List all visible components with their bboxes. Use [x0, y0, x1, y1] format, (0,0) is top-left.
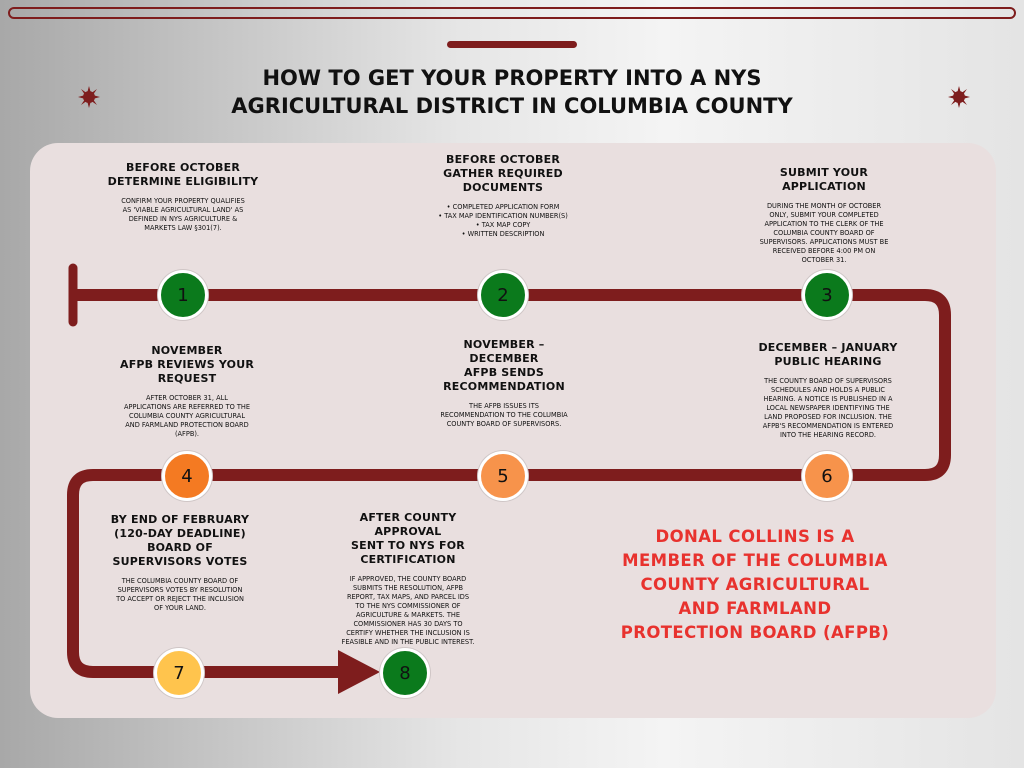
step-1	[88, 161, 278, 233]
step-6	[730, 341, 926, 440]
step-1-body: CONFIRM YOUR PROPERTY QUALIFIES AS 'VIABLE AGRICULTURAL LAND' AS DEFINED IN NYS AGRICULTURE & MARKETS LAW §301(7).	[121, 197, 245, 232]
step-6-heading: DECEMBER – JANUARY PUBLIC HEARING	[758, 341, 898, 368]
step-4	[92, 344, 282, 439]
step-8-badge: 8	[380, 648, 430, 698]
step-2-heading: BEFORE OCTOBER GATHER REQUIRED DOCUMENTS	[443, 153, 563, 194]
step-4-body: AFTER OCTOBER 31, ALL APPLICATIONS ARE REFERRED TO THE COLUMBIA COUNTY AGRICULTURAL AND FARMLAND PROTECTION BOARD (AFPB).	[123, 394, 251, 438]
step-7-heading: BY END OF FEBRUARY (120-DAY DEADLINE) BOARD OF SUPERVISORS VOTES	[110, 513, 250, 568]
step-3	[730, 166, 918, 265]
step-3-heading: SUBMIT YOUR APPLICATION	[779, 166, 869, 193]
step-8-heading: AFTER COUNTY APPROVAL SENT TO NYS FOR CERTIFICATION	[351, 511, 465, 566]
step-4-badge: 4	[162, 451, 212, 501]
step-5-body: THE AFPB ISSUES ITS RECOMMENDATION TO THE COLUMBIA COUNTY BOARD OF SUPERVISORS.	[440, 402, 568, 428]
step-8-body: IF APPROVED, THE COUNTY BOARD SUBMITS THE RESOLUTION, AFPB REPORT, TAX MAPS, AND PARCEL IDS TO THE NYS COMMISSIONER OF AGRICULTURE & MARKETS. THE COMMISSIONER HAS 30 DAYS TO CERTIFY WHETHER THE INCLUSION IS FEASIBLE AND IN THE PUBLIC INTEREST.	[341, 575, 475, 646]
step-5-badge: 5	[478, 451, 528, 501]
step-7-body: THE COLUMBIA COUNTY BOARD OF SUPERVISORS VOTES BY RESOLUTION TO ACCEPT OR REJECT THE INCLUSION OF YOUR LAND.	[116, 577, 244, 612]
step-5	[413, 338, 595, 429]
path-arrowhead	[338, 650, 380, 694]
step-1-heading: BEFORE OCTOBER DETERMINE ELIGIBILITY	[107, 161, 259, 188]
step-4-heading: NOVEMBER AFPB REVIEWS YOUR REQUEST	[119, 344, 255, 385]
step-2-body: • COMPLETED APPLICATION FORM • TAX MAP IDENTIFICATION NUMBER(S) • TAX MAP COPY • WRITTEN DESCRIPTION	[438, 203, 568, 238]
step-3-body: DURING THE MONTH OF OCTOBER ONLY, SUBMIT YOUR COMPLETED APPLICATION TO THE CLERK OF THE COLUMBIA COUNTY BOARD OF SUPERVISORS. APPLICATIONS MUST BE RECEIVED BEFORE 4:00 PM ON OCTOBER 31.	[759, 202, 889, 264]
step-8	[318, 511, 498, 647]
step-6-body: THE COUNTY BOARD OF SUPERVISORS SCHEDULES AND HOLDS A PUBLIC HEARING. A NOTICE IS PUBLISHED IN A LOCAL NEWSPAPER IDENTIFYING THE LAND PROPOSED FOR INCLUSION. THE AFPB'S RECOMMENDATION IS ENTERED INTO THE HEARING RECORD.	[762, 377, 894, 439]
afpb-member-callout: DONAL COLLINS IS A MEMBER OF THE COLUMBIA COUNTY AGRICULTURAL AND FARMLAND PROTECTION BOARD (AFPB)	[620, 527, 890, 642]
step-7	[82, 513, 278, 613]
step-2	[405, 153, 601, 239]
step-5-heading: NOVEMBER – DECEMBER AFPB SENDS RECOMMENDATION	[443, 338, 565, 393]
step-7-badge: 7	[154, 648, 204, 698]
step-3-badge: 3	[802, 270, 852, 320]
step-1-badge: 1	[158, 270, 208, 320]
step-6-badge: 6	[802, 451, 852, 501]
title-line-1: HOW TO GET YOUR PROPERTY INTO A NYS	[262, 66, 762, 90]
title-line-2: AGRICULTURAL DISTRICT IN COLUMBIA COUNTY	[231, 94, 793, 118]
step-2-badge: 2	[478, 270, 528, 320]
